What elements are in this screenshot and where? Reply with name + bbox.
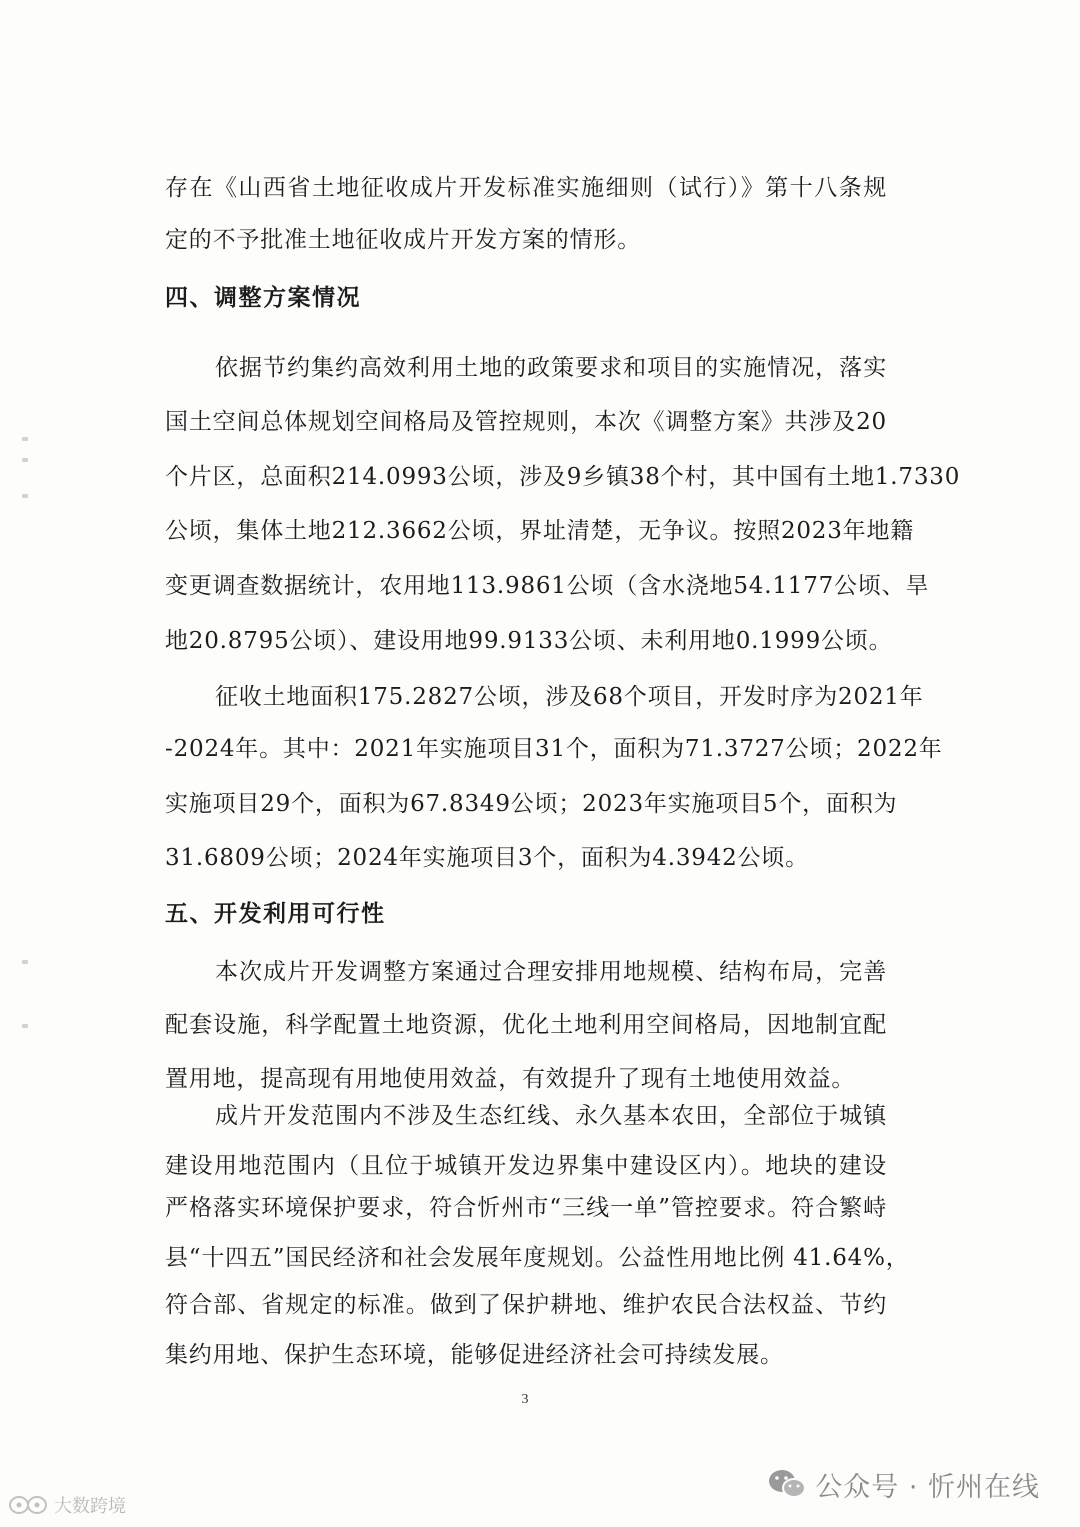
text-line: 建设用地范围内（且位于城镇开发边界集中建设区内）。地块的建设 [165, 1153, 887, 1179]
watermark [8, 1492, 126, 1518]
text-line: 本次成片开发调整方案通过合理安排用地规模、结构布局，完善 [215, 959, 887, 985]
text-line: 存在《山西省土地征收成片开发标准实施细则（试行）》第十八条规 [165, 175, 887, 201]
text-line: 征收土地面积175.2827公顷，涉及68个项目，开发时序为2021年 [215, 684, 924, 710]
text-line: 依据节约集约高效利用土地的政策要求和项目的实施情况，落实 [215, 355, 887, 381]
wechat-account-label: 公众号 · 忻州在线 [815, 1471, 1040, 1503]
text-line: 集约用地、保护生态环境，能够促进经济社会可持续发展。 [165, 1342, 784, 1368]
watermark-text: 大数跨境 [54, 1496, 126, 1517]
text-line: 变更调查数据统计，农用地113.9861公顷（含水浇地54.1177公顷、旱 [165, 573, 930, 599]
text-line: 31.6809公顷；2024年实施项目3个，面积为4.3942公顷。 [165, 845, 809, 871]
text-line: 个片区，总面积214.0993公顷，涉及9乡镇38个村，其中国有土地1.7330 [165, 464, 961, 490]
margin-speck [22, 494, 28, 498]
text-line: 成片开发范围内不涉及生态红线、永久基本农田，全部位于城镇 [215, 1103, 887, 1129]
section-heading: 四、调整方案情况 [165, 284, 361, 311]
text-line: 县“十四五”国民经济和社会发展年度规划。公益性用地比例 41.64%， [165, 1245, 910, 1271]
margin-speck [22, 960, 28, 964]
text-line: 地20.8795公顷）、建设用地99.9133公顷、未利用地0.1999公顷。 [165, 628, 893, 654]
margin-speck [22, 1024, 28, 1028]
wechat-icon [767, 1467, 807, 1501]
text-line: 符合部、省规定的标准。做到了保护耕地、维护农民合法权益、节约 [165, 1292, 887, 1318]
text-line: 实施项目29个，面积为67.8349公顷；2023年实施项目5个，面积为 [165, 791, 898, 817]
wechat-account-footer [767, 1462, 1040, 1506]
text-line: 配套设施，科学配置土地资源，优化土地利用空间格局，因地制宜配 [165, 1012, 887, 1038]
margin-speck [22, 458, 28, 462]
text-line: -2024年。其中：2021年实施项目31个，面积为71.3727公顷；2022年 [165, 736, 943, 762]
page-number: 3 [521, 1392, 529, 1407]
text-line: 严格落实环境保护要求，符合忻州市“三线一单”管控要求。符合繁峙 [165, 1195, 887, 1221]
text-line: 国土空间总体规划空间格局及管控规则，本次《调整方案》共涉及20 [165, 409, 887, 435]
text-line: 置用地，提高现有用地使用效益，有效提升了现有土地使用效益。 [165, 1066, 856, 1092]
margin-speck [22, 437, 28, 441]
text-line: 定的不予批准土地征收成片开发方案的情形。 [165, 227, 641, 253]
text-line: 公顷，集体土地212.3662公顷，界址清楚，无争议。按照2023年地籍 [165, 518, 915, 544]
section-heading: 五、开发利用可行性 [165, 900, 386, 927]
watermark-logo [8, 1494, 50, 1516]
